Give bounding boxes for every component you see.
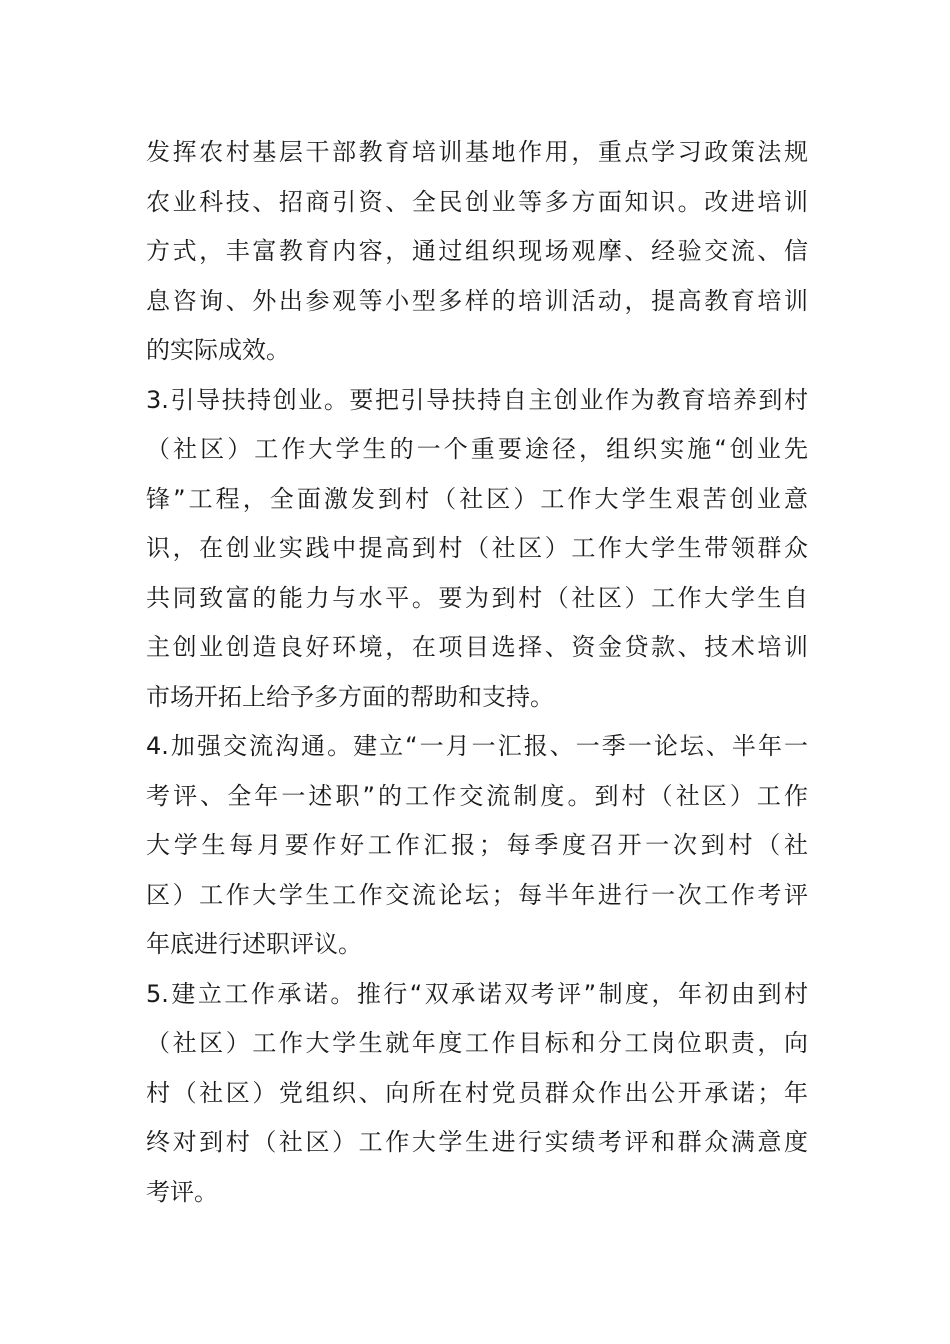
- text-line: 年底进行述职评议。: [146, 930, 362, 958]
- text-line: 的实际成效。: [146, 336, 290, 364]
- text-line: 考评、全年一述职”的工作交流制度。到村（社区）工作: [146, 781, 808, 810]
- text-line: 市场开拓上给予多方面的帮助和支持。: [146, 682, 554, 711]
- text-line: （社区）工作大学生就年度工作目标和分工岗位职责，向: [146, 1029, 808, 1057]
- text-line: 锋”工程，全面激发到村（社区）工作大学生艰苦创业意: [146, 484, 808, 513]
- text-line: 方式，丰富教育内容，通过组织现场观摩、经验交流、信: [146, 237, 808, 265]
- document-body: [146, 128, 808, 1217]
- text-line: （社区）工作大学生的一个重要途径，组织实施“创业先: [146, 435, 808, 463]
- text-line: 识，在创业实践中提高到村（社区）工作大学生带领群众: [146, 534, 808, 562]
- text-line: 村（社区）党组织、向所在村党员群众作出公开承诺；年: [146, 1078, 808, 1107]
- text-line: 大学生每月要作好工作汇报；每季度召开一次到村（社: [146, 831, 808, 859]
- text-line: 5.建立工作承诺。推行“双承诺双考评”制度，年初由到村: [146, 979, 808, 1008]
- text-line: 区）工作大学生工作交流论坛；每半年进行一次工作考评: [146, 880, 808, 909]
- text-line: 共同致富的能力与水平。要为到村（社区）工作大学生自: [146, 583, 808, 612]
- text-line: 息咨询、外出参观等小型多样的培训活动，提高教育培训: [146, 286, 808, 315]
- text-line: 4.加强交流沟通。建立“一月一汇报、一季一论坛、半年一: [146, 732, 808, 760]
- text-line: 终对到村（社区）工作大学生进行实绩考评和群众满意度: [146, 1128, 808, 1156]
- text-line: 3.引导扶持创业。要把引导扶持自主创业作为教育培养到村: [146, 385, 808, 414]
- text-line: 农业科技、招商引资、全民创业等多方面知识。改进培训: [146, 187, 808, 216]
- text-line: 考评。: [146, 1177, 218, 1206]
- text-line: 主创业创造良好环境，在项目选择、资金贷款、技术培训: [146, 633, 808, 661]
- text-line: 发挥农村基层干部教育培训基地作用，重点学习政策法规: [146, 138, 808, 166]
